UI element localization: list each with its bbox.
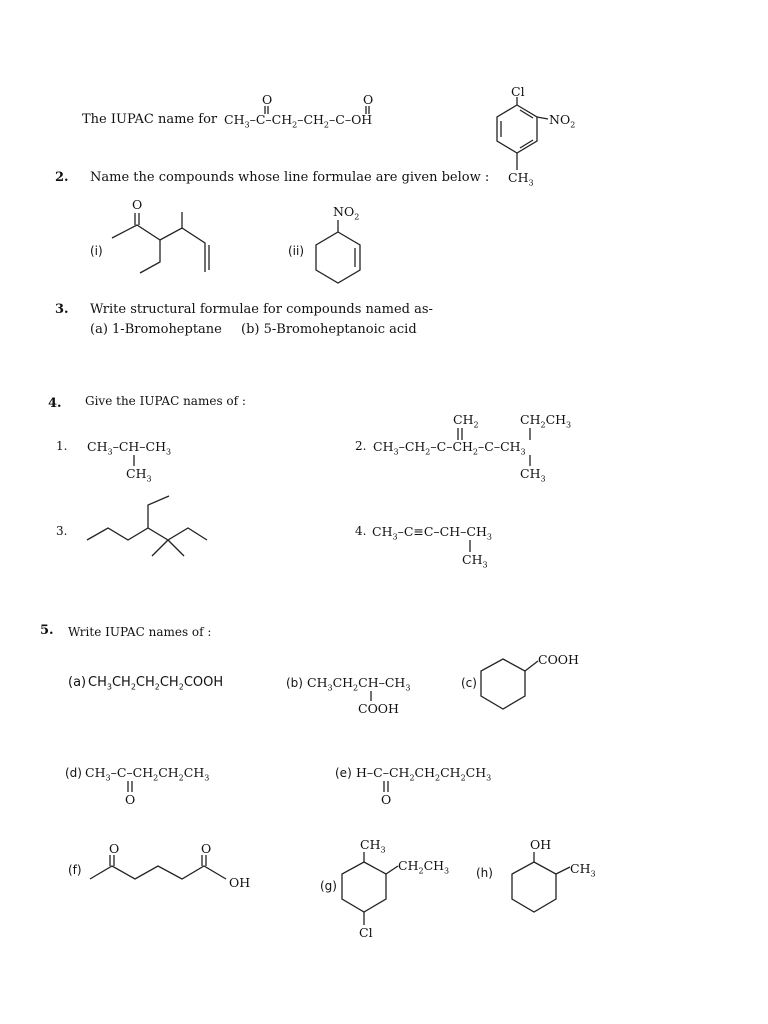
- q4-number: 4.: [48, 396, 62, 411]
- q4-item4-formula: $CH_3-C\equiv C-CH-CH_3$: [372, 524, 492, 542]
- q5-f-label: (f): [68, 863, 82, 877]
- q1-oxygen-2: O: [363, 92, 374, 107]
- q4-item2-top1: $CH_2$: [453, 412, 479, 430]
- q2-number: 2.: [55, 170, 69, 185]
- q1-formula: $CH_3-C-CH_2-CH_2-C-OH$: [224, 112, 373, 130]
- q3-text: Write structural formulae for compounds named as-: [90, 302, 433, 317]
- q4-item1-formula: $CH_3-CH-CH_3$: [87, 439, 172, 457]
- q5-h-ch3: $CH_3$: [570, 861, 596, 879]
- q1-ch3-label: $CH_3$: [508, 170, 534, 188]
- q5-a-formula: $CH_3CH_2CH_2CH_2COOH$: [88, 675, 224, 692]
- q5-d-formula: $CH_3-C-CH_2CH_2CH_3$: [85, 765, 210, 783]
- q4-text: Give the IUPAC names of :: [85, 394, 246, 408]
- q5-f-o2: O: [201, 841, 212, 856]
- q5-g-label: (g): [320, 879, 337, 893]
- q5-e-label: (e): [335, 766, 352, 780]
- q4-item4-sub: $CH_3$: [462, 552, 488, 570]
- q5-e-o: O: [381, 792, 392, 807]
- q4-item2-sub: $CH_3$: [520, 466, 546, 484]
- q5-h-label: (h): [476, 866, 493, 880]
- q1-no2-label: $NO_2$: [549, 112, 576, 130]
- q5-d-o: O: [125, 792, 136, 807]
- q5-b-formula: $CH_3CH_2CH-CH_3$: [307, 675, 411, 693]
- q5-f-o1: O: [109, 841, 120, 856]
- q4-item2-formula: $CH_3-CH_2-C-CH_2-C-CH_3$: [373, 439, 526, 457]
- q5-c-label: (c): [461, 676, 477, 690]
- q4-item1-label: 1.: [56, 439, 68, 453]
- q2-text: Name the compounds whose line formulae are given below :: [90, 170, 490, 185]
- q5-g-ch2ch3: $CH_2CH_3$: [398, 858, 450, 876]
- q4-item4-label: 4.: [355, 524, 367, 538]
- q4-item2-top2: $CH_2CH_3$: [520, 412, 572, 430]
- q5-c-group: COOH: [538, 652, 579, 667]
- q3-number: 3.: [55, 302, 69, 317]
- q5-g-ch3: $CH_3$: [360, 837, 386, 855]
- q4-item2-label: 2.: [355, 439, 367, 453]
- q2-no2-label: $NO_2$: [333, 204, 360, 222]
- q5-b-sub: COOH: [358, 701, 399, 716]
- q2-ii-label: (ii): [288, 244, 305, 258]
- q5-a-label: (a): [68, 675, 87, 690]
- q3-b: (b) 5-Bromoheptanoic acid: [241, 322, 417, 337]
- q4-item3-label: 3.: [56, 524, 68, 538]
- q3-a: (a) 1-Bromoheptane: [90, 322, 222, 337]
- q5-e-formula: $H-C-CH_2CH_2CH_2CH_3$: [356, 765, 492, 783]
- q5-d-label: (d): [65, 766, 82, 780]
- q5-number: 5.: [40, 623, 54, 638]
- q5-g-cl: Cl: [359, 925, 373, 940]
- q1-cl-label: Cl: [511, 84, 525, 99]
- q2-o-label: O: [132, 197, 143, 212]
- q1-oxygen-1: O: [262, 92, 273, 107]
- q2-i-label: (i): [90, 244, 103, 258]
- q5-text: Write IUPAC names of :: [68, 625, 212, 639]
- q5-f-oh: OH: [229, 875, 251, 890]
- q5-h-oh: OH: [530, 837, 552, 852]
- q5-b-label: (b): [286, 676, 303, 690]
- q4-item1-sub: $CH_3$: [126, 466, 152, 484]
- q1-text: The IUPAC name for: [82, 112, 218, 127]
